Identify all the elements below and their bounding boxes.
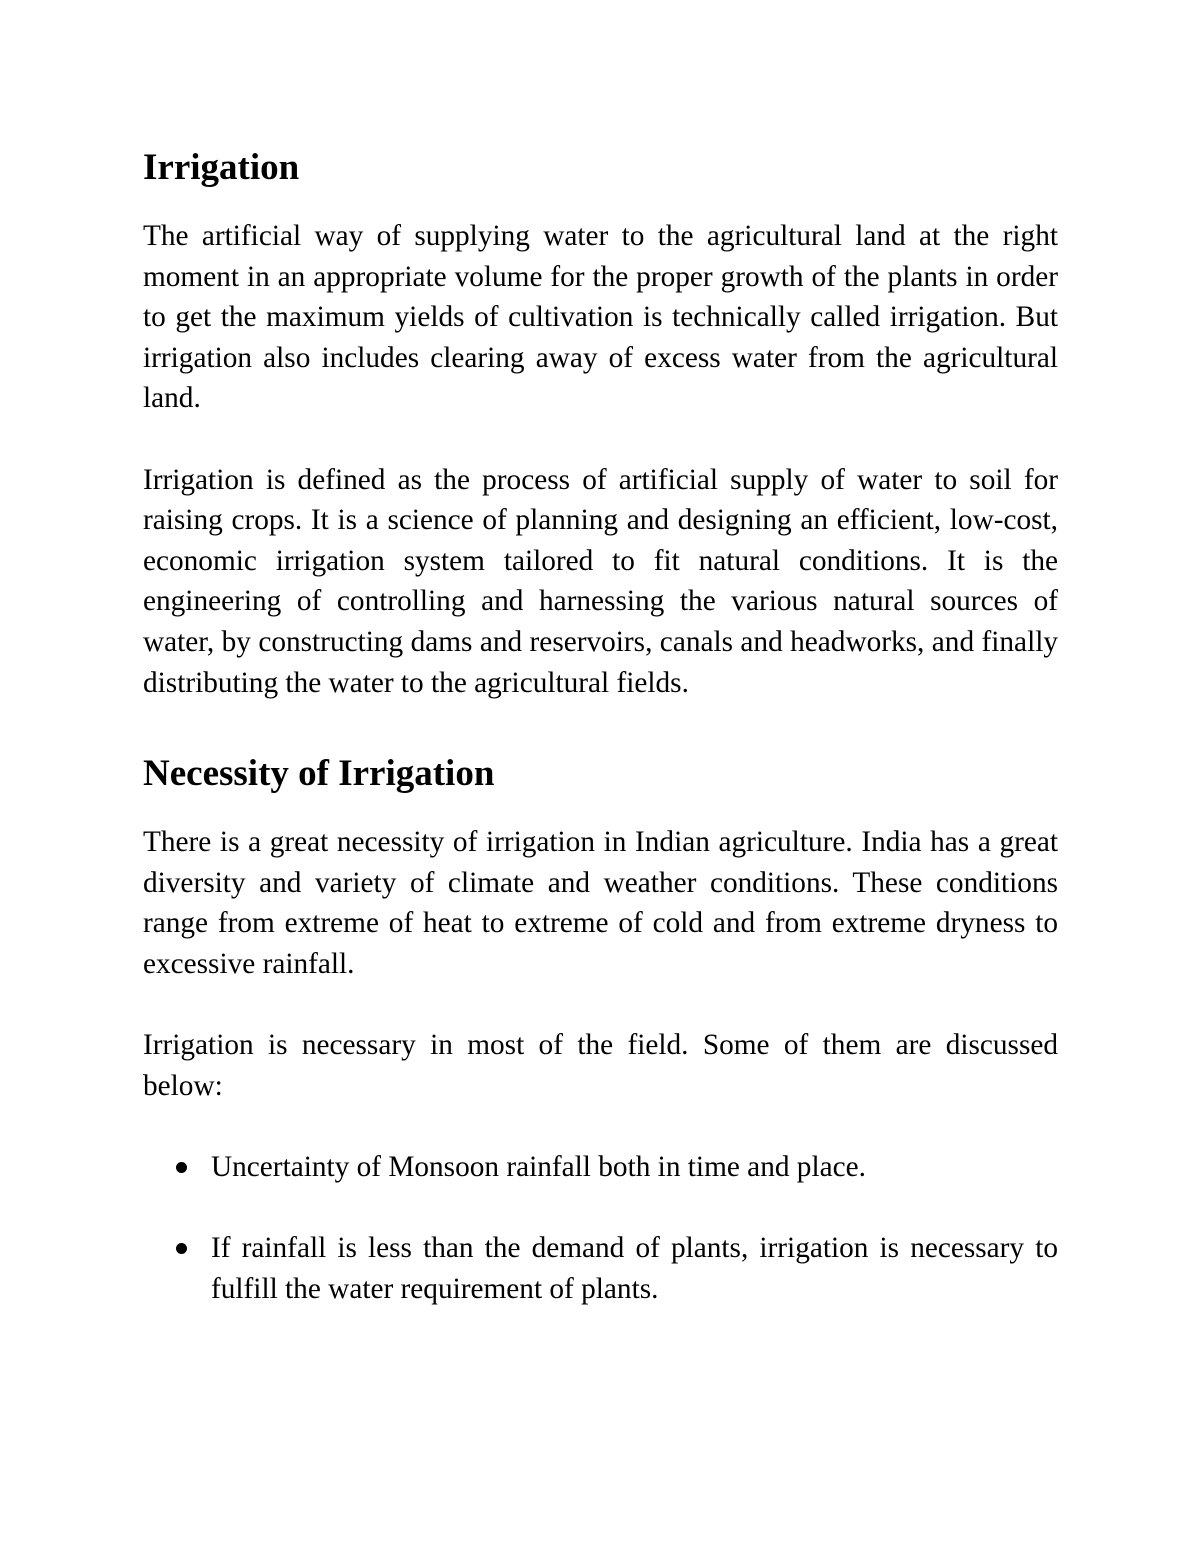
paragraph-necessity-intro: Irrigation is necessary in most of the field. Some of them are discussed below: [143,1029,1058,1102]
bullet-item [143,1228,1058,1309]
document-page [143,138,1058,1351]
section-heading-irrigation: Irrigation [143,147,300,188]
bullet-item [143,1147,1058,1188]
section-heading-necessity: Necessity of Irrigation [143,753,495,795]
bullet-icon [176,1162,187,1173]
bullet-text: If rainfall is less than the demand of plants, irrigation is necessary to fulfill the water requirement of plants. [211,1232,1058,1306]
paragraph-irrigation-defined: Irrigation is defined as the process of artificial supply of water to soil for raising crops. It is a science of planning and designing an efficient, low-cost, economic irrigation system tailored to fit natural conditions. It is the engineering of controlling and harnessing the various natural sources of water, by constructing dams and reservoirs, canals and headworks, and finally distributing the water to the agricultural fields. [143,463,1058,699]
paragraph-definition: The artificial way of supplying water to the agricultural land at the right moment in an appropriate volume for the proper growth of the plants in order to get the maximum yields of cultivation is technically called irrigation. But irrigation also includes clearing away of excess water from the agricultural land. [143,220,1058,415]
necessity-bullet-list [143,1147,1058,1310]
paragraph-necessity-india: There is a great necessity of irrigation in Indian agriculture. India has a great diversity and variety of climate and weather conditions. These conditions range from extreme of heat to extreme of cold and from extreme dryness to excessive rainfall. [143,826,1058,980]
bullet-text: Uncertainty of Monsoon rainfall both in time and place. [211,1150,866,1183]
bullet-icon [176,1243,187,1254]
